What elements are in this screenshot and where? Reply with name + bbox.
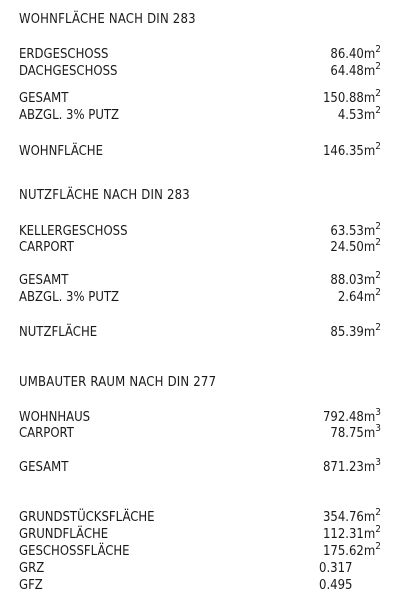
row-value: $85.39m^2$ — [330, 321, 381, 340]
row-label: DACHGESCHOSS — [19, 64, 118, 79]
volume-row — [19, 406, 381, 426]
row-label: CARPORT — [19, 240, 74, 255]
row-label: NUTZFLÄCHE — [19, 325, 98, 340]
row-label: GRZ — [19, 561, 45, 576]
row-label: GESAMT — [19, 273, 69, 288]
row-label: KELLERGESCHOSS — [19, 224, 128, 239]
row-value: 0.317 — [319, 561, 353, 576]
area-row — [19, 321, 381, 341]
nutzflaeche-heading: NUTZFLÄCHE NACH DIN 283 — [19, 188, 190, 203]
row-value: $354.76m^2$ — [322, 506, 381, 525]
area-row — [19, 140, 381, 160]
row-value: $86.40m^2$ — [330, 43, 381, 62]
area-row — [19, 286, 381, 306]
area-row — [19, 220, 381, 240]
area-row — [19, 43, 381, 63]
volume-row — [19, 422, 381, 442]
volume-row — [19, 456, 381, 476]
row-label: GESAMT — [19, 460, 69, 475]
row-label: GRUNDFLÄCHE — [19, 527, 109, 542]
row-label: GRUNDSTÜCKSFLÄCHE — [19, 510, 155, 525]
row-value: $112.31m^2$ — [322, 523, 381, 542]
key-figure-row — [19, 540, 381, 560]
umbauter-raum-heading: UMBAUTER RAUM NACH DIN 277 — [19, 375, 217, 390]
row-value: $175.62m^2$ — [322, 540, 381, 559]
row-label: WOHNHAUS — [19, 410, 91, 425]
row-value: $78.75m^3$ — [330, 422, 381, 441]
row-label: GFZ — [19, 578, 43, 593]
key-figure-row — [19, 578, 381, 594]
area-row — [19, 104, 381, 124]
row-label: WOHNFLÄCHE — [19, 144, 103, 159]
row-label: GESAMT — [19, 91, 69, 106]
key-figure-row — [19, 506, 381, 526]
area-row — [19, 60, 381, 80]
row-label: CARPORT — [19, 426, 74, 441]
row-value: $64.48m^2$ — [330, 60, 381, 79]
area-row — [19, 87, 381, 107]
row-label: ERDGESCHOSS — [19, 47, 109, 62]
row-value: $792.48m^3$ — [322, 406, 381, 425]
row-value: $2.64m^2$ — [337, 286, 381, 305]
row-label: GESCHOSSFLÄCHE — [19, 544, 130, 559]
row-value: $88.03m^2$ — [330, 269, 381, 288]
row-value: $4.53m^2$ — [337, 104, 381, 123]
row-value: $871.23m^3$ — [322, 456, 381, 475]
row-value: $150.88m^2$ — [322, 87, 381, 106]
area-row — [19, 236, 381, 256]
key-figure-row — [19, 561, 381, 577]
area-row — [19, 269, 381, 289]
row-value: $24.50m^2$ — [330, 236, 381, 255]
row-value: 0.495 — [319, 578, 353, 593]
row-value: $63.53m^2$ — [330, 220, 381, 239]
row-label: ABZGL. 3% PUTZ — [19, 290, 120, 305]
wohnflaeche-heading: WOHNFLÄCHE NACH DIN 283 — [19, 12, 196, 27]
key-figure-row — [19, 523, 381, 543]
row-value: $146.35m^2$ — [322, 140, 381, 159]
row-label: ABZGL. 3% PUTZ — [19, 108, 120, 123]
